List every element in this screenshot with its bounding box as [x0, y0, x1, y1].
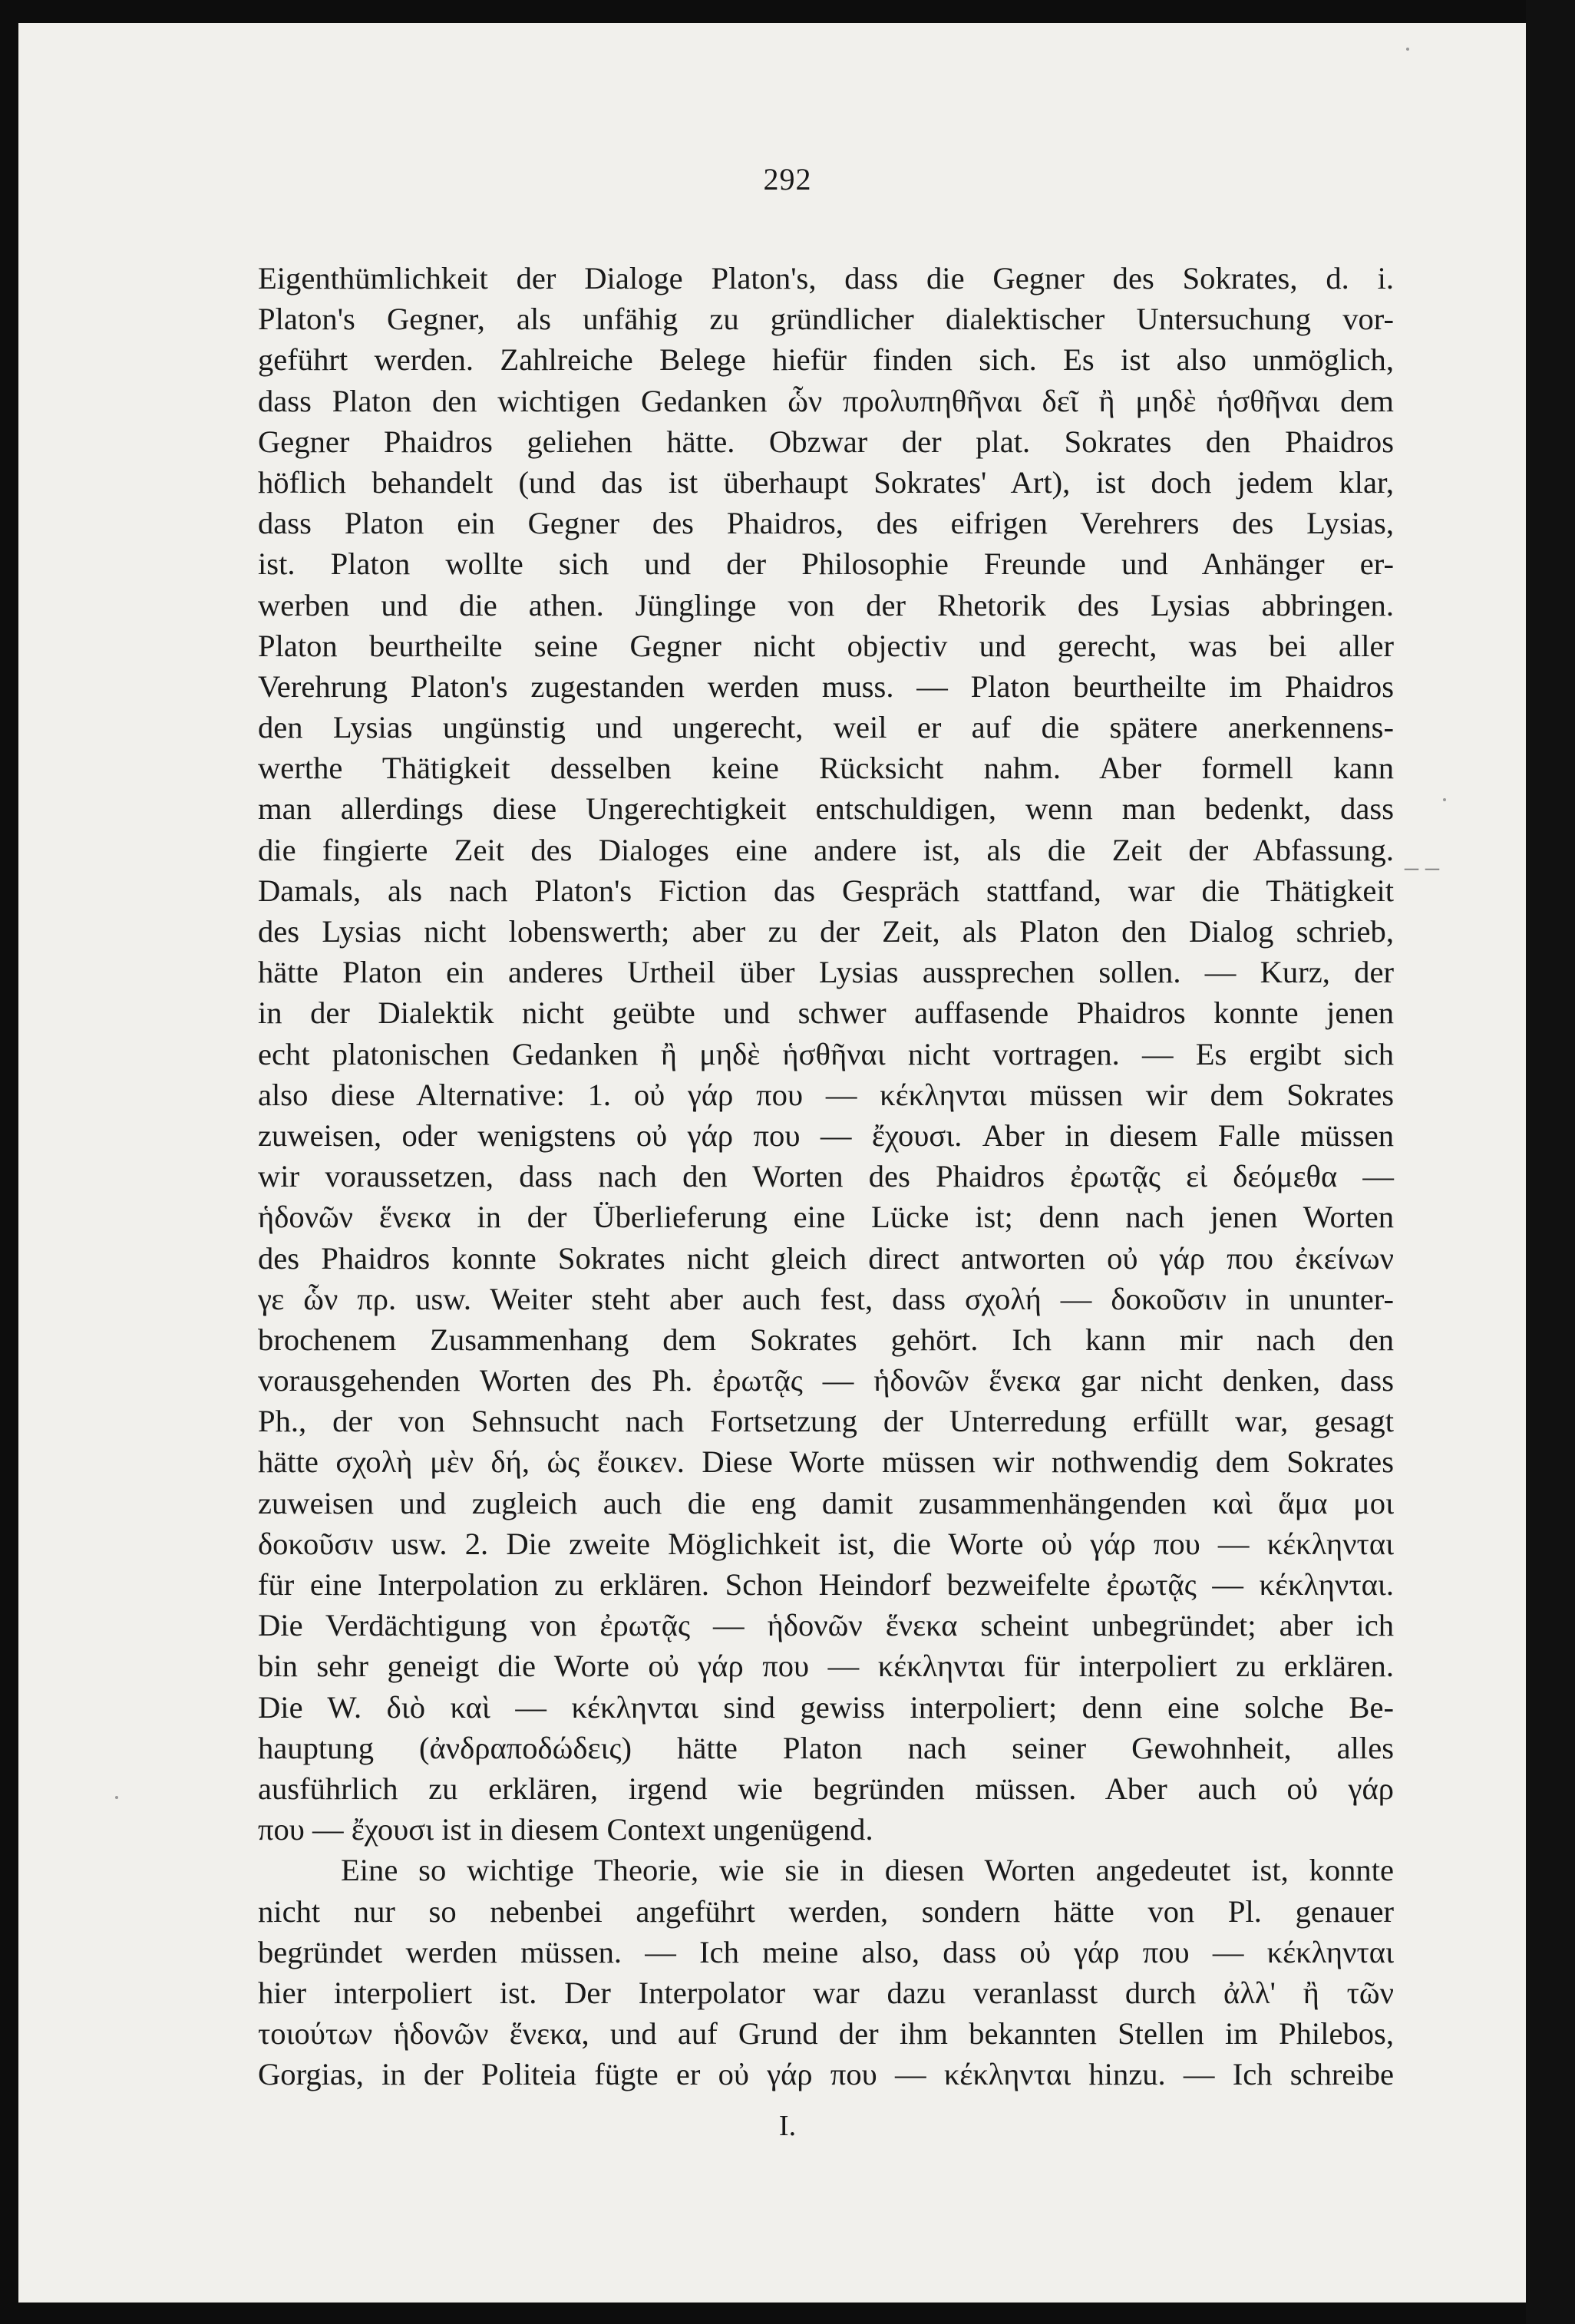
text-line: begründet werden müssen. — Ich meine also, dass οὐ γάρ που — κέκληνται: [258, 1934, 1394, 1969]
text-line: hätte σχολὴ μὲν δή, ὡς ἔοικεν. Diese Worte müssen wir nothwendig dem Sokrates: [258, 1444, 1394, 1480]
text-line: hauptung (ἀνδραποδώδεις) hätte Platon nach seiner Gewohnheit, alles: [258, 1730, 1394, 1765]
text-line: für eine Interpolation zu erklären. Schon Heindorf bezweifelte ἐρωτᾷς — κέκληνται.: [258, 1567, 1394, 1602]
text-line: werben und die athen. Jünglinge von der Rhetorik des Lysias abbringen.: [258, 587, 1394, 622]
text-line: bin sehr geneigt die Worte οὐ γάρ που — κέκληνται für interpoliert zu erklären.: [258, 1649, 1394, 1684]
margin-mark: _ _: [1405, 842, 1439, 873]
paragraph-start-line: Eine so wichtige Theorie, wie sie in diesen Worten angedeutet ist, konnte: [341, 1853, 1394, 1888]
scan-speck: [1406, 48, 1409, 51]
text-line: werthe Thätigkeit desselben keine Rücksicht nahm. Aber formell kann: [258, 751, 1394, 786]
signature-mark: I.: [778, 2110, 797, 2142]
text-line: wir voraussetzen, dass nach den Worten des Phaidros ἐρωτᾷς εἰ δεόμεθα —: [258, 1159, 1394, 1194]
text-line: τοιούτων ἡδονῶν ἕνεκα, und auf Grund der ihm bekannten Stellen im Philebos,: [258, 2016, 1394, 2052]
text-line: zuweisen und zugleich auch die eng damit zusammenhängenden καὶ ἅμα μοι: [258, 1485, 1394, 1520]
text-line: vorausgehenden Worten des Ph. ἐρωτᾷς — ἡδονῶν ἕνεκα gar nicht denken, dass: [258, 1363, 1394, 1398]
text-line: geführt werden. Zahlreiche Belege hiefür finden sich. Es ist also unmöglich,: [258, 342, 1394, 378]
text-line: ist. Platon wollte sich und der Philosophie Freunde und Anhänger er-: [258, 546, 1394, 582]
text-line: Platon's Gegner, als unfähig zu gründlicher dialektischer Untersuchung vor-: [258, 302, 1394, 337]
text-line: ausführlich zu erklären, irgend wie begründen müssen. Aber auch οὐ γάρ: [258, 1771, 1394, 1806]
text-line: den Lysias ungünstig und ungerecht, weil er auf die spätere anerkennens-: [258, 710, 1394, 745]
text-line: δοκοῦσιν usw. 2. Die zweite Möglichkeit ist, die Worte οὐ γάρ που — κέκληνται: [258, 1526, 1394, 1561]
text-line: zuweisen, oder wenigstens οὐ γάρ που — ἔχουσι. Aber in diesem Falle müssen: [258, 1117, 1394, 1153]
text-line: Gegner Phaidros geliehen hätte. Obzwar der plat. Sokrates den Phaidros: [258, 424, 1394, 459]
text-line: in der Dialektik nicht geübte und schwer auffasende Phaidros konnte jenen: [258, 995, 1394, 1031]
text-line: die fingierte Zeit des Dialoges eine andere ist, als die Zeit der Abfassung.: [258, 832, 1394, 867]
text-line: Eigenthümlichkeit der Dialoge Platon's, dass die Gegner des Sokrates, d. i.: [258, 261, 1394, 295]
text-line: echt platonischen Gedanken ἢ μηδὲ ἡσθῆναι nicht vortragen. — Es ergibt sich: [258, 1036, 1394, 1071]
text-line: des Phaidros konnte Sokrates nicht gleich direct antworten οὐ γάρ που ἐκείνων: [258, 1240, 1394, 1276]
text-line: Gorgias, in der Politeia fügte er οὐ γάρ που — κέκληνται hinzu. — Ich schreibe: [258, 2057, 1394, 2092]
text-line: που — ἔχουσι ist in diesem Context ungenügend.: [258, 1812, 873, 1847]
text-line: hätte Platon ein anderes Urtheil über Lysias aussprechen sollen. — Kurz, der: [258, 955, 1394, 990]
text-line: ἡδονῶν ἕνεκα in der Überlieferung eine Lücke ist; denn nach jenen Worten: [258, 1200, 1394, 1235]
text-line: Ph., der von Sehnsucht nach Fortsetzung der Unterredung erfüllt war, gesagt: [258, 1404, 1394, 1439]
body-text: [258, 258, 1394, 2095]
text-line: also diese Alternative: 1. οὐ γάρ που — κέκληνται müssen wir dem Sokrates: [258, 1077, 1394, 1112]
text-line: Damals, als nach Platon's Fiction das Gespräch stattfand, war die Thätigkeit: [258, 873, 1394, 908]
scan-speck: [1443, 798, 1446, 801]
text-line: nicht nur so nebenbei angeführt werden, sondern hätte von Pl. genauer: [258, 1893, 1394, 1929]
scan-speck: [115, 1796, 118, 1799]
text-line: dass Platon den wichtigen Gedanken ὧν προλυπηθῆναι δεῖ ἢ μηδὲ ἡσθῆναι dem: [258, 383, 1394, 418]
scan-border: [1526, 0, 1575, 2324]
text-line: Verehrung Platon's zugestanden werden muss. — Platon beurtheilte im Phaidros: [258, 668, 1394, 704]
text-line: Die Verdächtigung von ἐρωτᾷς — ἡδονῶν ἕνεκα scheint unbegründet; aber ich: [258, 1608, 1394, 1643]
text-line: hier interpoliert ist. Der Interpolator war dazu veranlasst durch ἀλλ' ἢ τῶν: [258, 1975, 1394, 2010]
text-line: γε ὧν πρ. usw. Weiter steht aber auch fest, dass σχολή — δοκοῦσιν in ununter-: [258, 1281, 1394, 1316]
text-line: dass Platon ein Gegner des Phaidros, des eifrigen Verehrers des Lysias,: [258, 506, 1394, 541]
text-line: Platon beurtheilte seine Gegner nicht objectiv und gerecht, was bei aller: [258, 628, 1394, 663]
text-line: man allerdings diese Ungerechtigkeit entschuldigen, wenn man bedenkt, dass: [258, 791, 1394, 827]
text-line: Die W. διὸ καὶ — κέκληνται sind gewiss interpoliert; denn eine solche Be-: [258, 1689, 1394, 1725]
page-number: 292: [763, 162, 812, 196]
text-line: höflich behandelt (und das ist überhaupt Sokrates' Art), ist doch jedem klar,: [258, 464, 1394, 500]
text-line: des Lysias nicht lobenswerth; aber zu der Zeit, als Platon den Dialog schrieb,: [258, 914, 1394, 949]
text-line: brochenem Zusammenhang dem Sokrates gehört. Ich kann mir nach den: [258, 1322, 1394, 1357]
